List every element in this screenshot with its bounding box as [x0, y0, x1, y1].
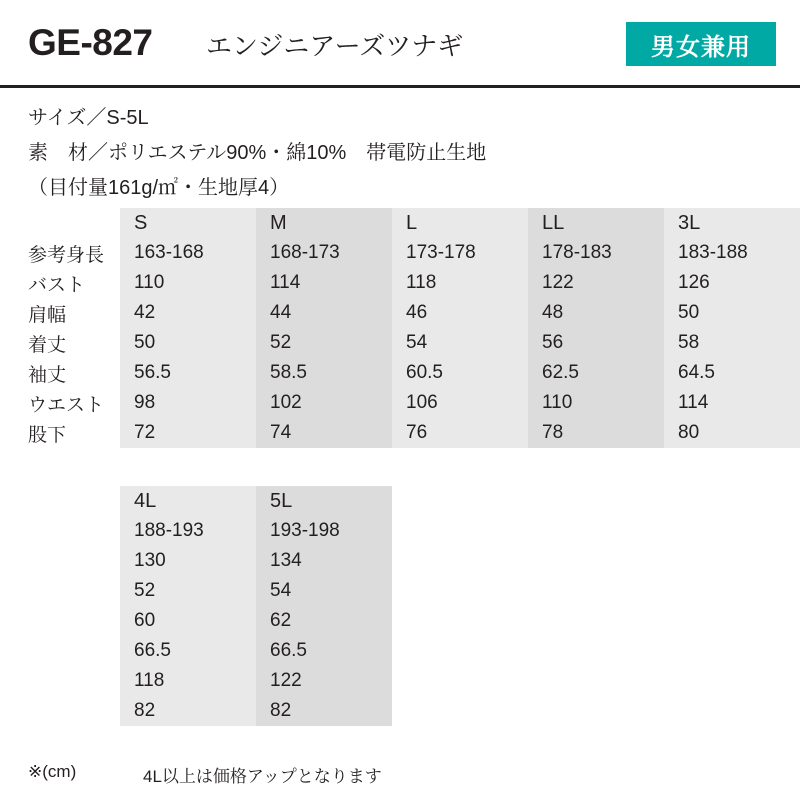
cell: 62.5 [528, 358, 664, 388]
row-label-bust: バスト [0, 268, 120, 298]
size-header-4l: 4L [120, 486, 256, 516]
spec-weight-line [28, 178, 289, 198]
cell: 42 [120, 298, 256, 328]
table-row [0, 636, 392, 666]
row-label-sleeve: 袖丈 [0, 358, 120, 388]
spec-material-line: 素 材／ポリエステル90%・綿10% 帯電防止生地 [28, 142, 487, 164]
table-row [0, 606, 392, 636]
table-row [0, 696, 392, 726]
table-row [0, 546, 392, 576]
size-header-s: S [120, 208, 256, 238]
row-label-bust [0, 546, 120, 576]
cell: 60 [120, 606, 256, 636]
cell: 66.5 [120, 636, 256, 666]
model-code: GE-827 [28, 22, 153, 63]
table-row [0, 388, 800, 418]
cell: 183-188 [664, 238, 800, 268]
status-badge: 男女兼用 [626, 22, 776, 66]
cell: 66.5 [256, 636, 392, 666]
header [0, 0, 800, 88]
table-row [0, 238, 800, 268]
cell: 114 [256, 268, 392, 298]
cell: 50 [664, 298, 800, 328]
table-row [0, 268, 800, 298]
footnote-unit: ※(cm) [28, 762, 77, 781]
table-header-row [0, 208, 800, 238]
size-table-1 [0, 208, 800, 448]
spec-size-line: サイズ／S-5L [28, 107, 149, 129]
product-name: エンジニアーズツナギ [206, 31, 464, 61]
cell: 122 [528, 268, 664, 298]
cell: 82 [120, 696, 256, 726]
row-label-length: 着丈 [0, 328, 120, 358]
size-table-2 [0, 486, 392, 726]
cell: 60.5 [392, 358, 528, 388]
cell: 52 [256, 328, 392, 358]
cell: 62 [256, 606, 392, 636]
table-row [0, 576, 392, 606]
cell: 44 [256, 298, 392, 328]
cell: 110 [120, 268, 256, 298]
row-label-height [0, 516, 120, 546]
size-header-m: M [256, 208, 392, 238]
row-label-shoulder: 肩幅 [0, 298, 120, 328]
cell: 188-193 [120, 516, 256, 546]
cell: 46 [392, 298, 528, 328]
row-label-shoulder [0, 576, 120, 606]
table-row [0, 516, 392, 546]
cell: 58.5 [256, 358, 392, 388]
corner-cell [0, 208, 120, 238]
cell: 56.5 [120, 358, 256, 388]
row-label-waist [0, 666, 120, 696]
size-header-3l: 3L [664, 208, 800, 238]
size-header-ll: LL [528, 208, 664, 238]
cell: 122 [256, 666, 392, 696]
cell: 173-178 [392, 238, 528, 268]
cell: 110 [528, 388, 664, 418]
cell: 178-183 [528, 238, 664, 268]
cell: 106 [392, 388, 528, 418]
spec-weight-suffix: ・生地厚4） [178, 177, 290, 199]
table-row [0, 418, 800, 448]
footnote-note: 4L以上は価格アップとなります [143, 767, 382, 786]
table-row [0, 358, 800, 388]
cell: 193-198 [256, 516, 392, 546]
table-row [0, 298, 800, 328]
row-label-inseam [0, 696, 120, 726]
table-header-row [0, 486, 392, 516]
table-row [0, 328, 800, 358]
cell: 78 [528, 418, 664, 448]
cell: 64.5 [664, 358, 800, 388]
cell: 163-168 [120, 238, 256, 268]
size-table-primary [0, 208, 800, 448]
cell: 102 [256, 388, 392, 418]
row-label-sleeve [0, 636, 120, 666]
cell: 58 [664, 328, 800, 358]
cell: 50 [120, 328, 256, 358]
size-table-secondary [0, 486, 392, 726]
row-label-height: 参考身長 [0, 238, 120, 268]
row-label-waist: ウエスト [0, 388, 120, 418]
cell: 118 [392, 268, 528, 298]
table-row [0, 666, 392, 696]
cell: 54 [256, 576, 392, 606]
cell: 118 [120, 666, 256, 696]
cell: 74 [256, 418, 392, 448]
cell: 114 [664, 388, 800, 418]
cell: 130 [120, 546, 256, 576]
cell: 168-173 [256, 238, 392, 268]
cell: 126 [664, 268, 800, 298]
cell: 54 [392, 328, 528, 358]
spec-weight-text: （目付量161g/㎡ [28, 177, 179, 199]
cell: 56 [528, 328, 664, 358]
cell: 98 [120, 388, 256, 418]
cell: 80 [664, 418, 800, 448]
cell: 48 [528, 298, 664, 328]
corner-cell [0, 486, 120, 516]
size-header-l: L [392, 208, 528, 238]
cell: 52 [120, 576, 256, 606]
row-label-inseam: 股下 [0, 418, 120, 448]
cell: 134 [256, 546, 392, 576]
row-label-length [0, 606, 120, 636]
cell: 76 [392, 418, 528, 448]
size-header-5l: 5L [256, 486, 392, 516]
cell: 82 [256, 696, 392, 726]
cell: 72 [120, 418, 256, 448]
